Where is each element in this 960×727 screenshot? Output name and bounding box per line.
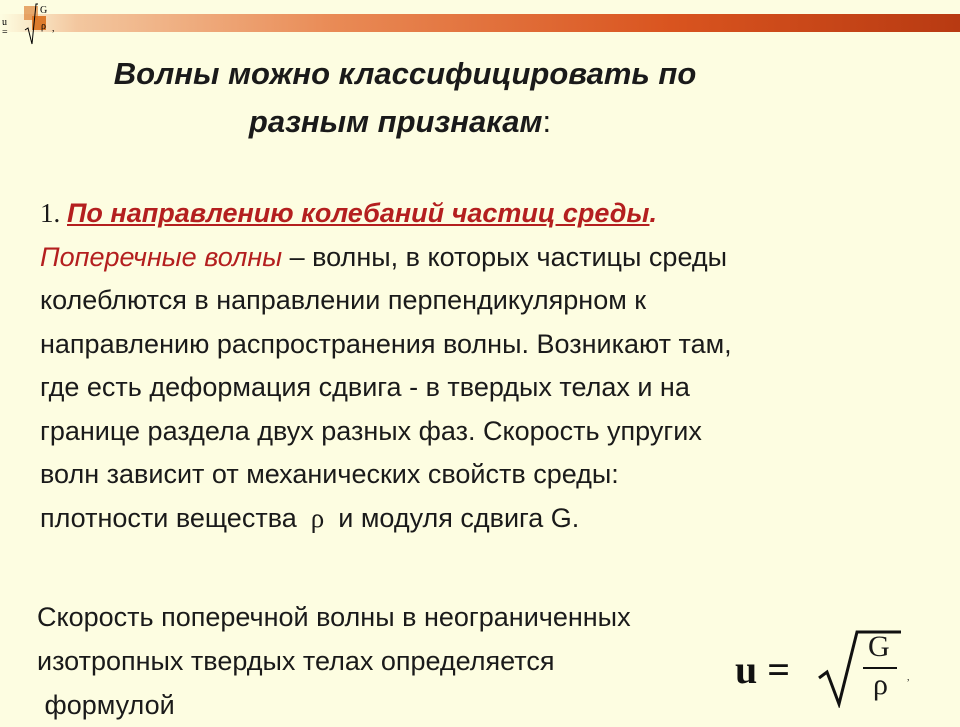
corner-formula-tail: , (52, 23, 55, 34)
section-1-line-1 (40, 236, 920, 280)
section-1-heading: По направлению колебаний частиц среды (67, 198, 650, 228)
section-1-line-4: где есть деформация сдвига - в твердых телах и на (40, 372, 690, 402)
section-2-line-2: изотропных твердых телах определяется (37, 646, 555, 676)
gradient-stripe (0, 14, 960, 32)
corner-formula-den: ρ (41, 21, 46, 32)
formula-denominator: ρ (873, 668, 888, 701)
section-1-heading-line (40, 192, 920, 236)
section-1-line-2: колеблются в направлении перпендикулярном к (40, 285, 647, 315)
title-colon: : (542, 104, 552, 139)
section-2-line-1: Скорость поперечной волны в неограниченных (37, 602, 631, 632)
corner-formula-num: G (40, 5, 48, 16)
section-1-line-3: направлению распространения волны. Возникают там, (40, 328, 732, 359)
section-1-line-7-a: плотности вещества (40, 502, 297, 533)
wave-speed-formula (735, 628, 915, 708)
section-1-line-1-rest: – волны, в которых частицы среды (282, 241, 728, 272)
formula-tail: , (907, 672, 910, 683)
term-transverse-waves: Поперечные волны (40, 241, 283, 272)
section-1-line-7 (40, 497, 920, 541)
slide-title-line-2-text: разным признакам (248, 104, 543, 139)
rho-symbol: ρ (310, 502, 325, 533)
slide-title-line-2 (0, 104, 800, 140)
section-1-line-6: волн зависит от механических свойств среды: (40, 459, 619, 489)
section-1-line-7-b: и модуля сдвига G. (338, 502, 580, 533)
corner-formula-lhs: u = (2, 17, 8, 38)
slide-title-line-1: Волны можно классифицировать по (113, 56, 697, 91)
section-2-line-3: формулой (37, 690, 175, 720)
section-2-body (37, 595, 817, 727)
corner-radical-icon (24, 2, 38, 46)
section-1-body (40, 192, 920, 540)
section-1-line-5: границе раздела двух разных фаз. Скорость упругих (40, 415, 702, 446)
top-decoration-bar (0, 0, 960, 40)
formula-lhs: u = (735, 647, 791, 692)
section-number: 1. (40, 198, 67, 228)
radical-sign-icon (813, 628, 905, 708)
section-1-heading-end: . (649, 198, 657, 228)
formula-numerator: G (868, 630, 890, 663)
